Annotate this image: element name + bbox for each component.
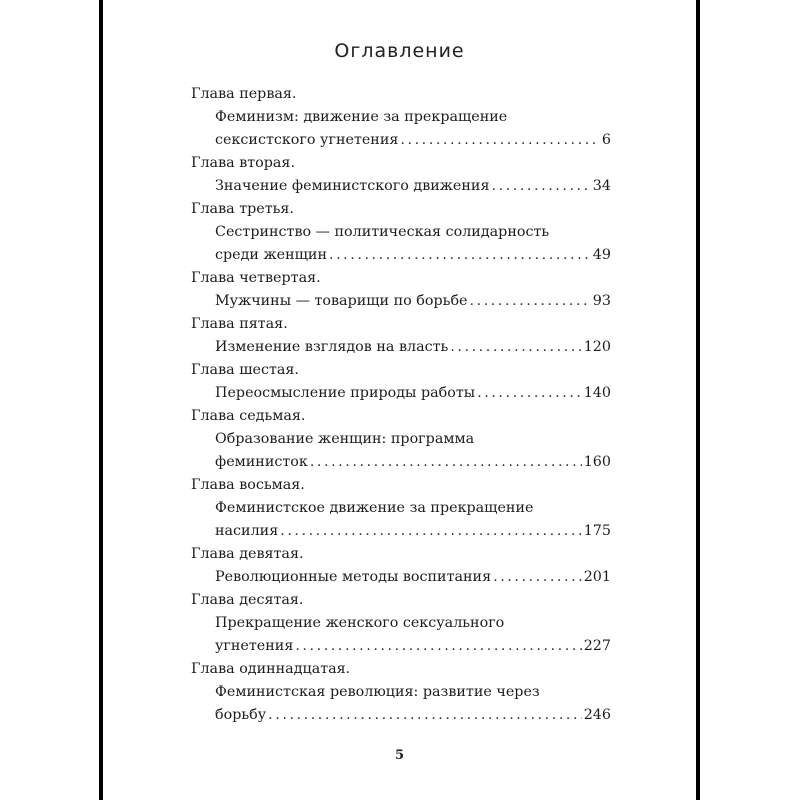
- page-number: 140: [583, 385, 611, 401]
- dot-leader: [310, 451, 582, 474]
- page-number: 93: [592, 293, 611, 309]
- page-title: Оглавление: [334, 40, 465, 62]
- chapter-title-text: феминисток: [215, 454, 308, 470]
- book-page: [103, 0, 696, 800]
- page-number: 227: [583, 638, 611, 654]
- toc-entry: [191, 543, 611, 589]
- chapter-title-last-line: [191, 175, 611, 198]
- chapter-title-text: Революционные методы воспитания: [215, 569, 492, 585]
- dot-leader: [295, 635, 581, 658]
- toc-entry: [191, 359, 611, 405]
- chapter-title-last-line: [191, 382, 611, 405]
- chapter-heading: Глава восьмая.: [191, 477, 305, 493]
- chapter-title-last-line: [191, 244, 611, 267]
- scan-border-right: [696, 0, 700, 800]
- toc-entry: [191, 152, 611, 198]
- chapter-heading: Глава шестая.: [191, 362, 299, 378]
- chapter-heading: Глава четвертая.: [191, 270, 321, 286]
- dot-leader: [280, 520, 581, 543]
- page-number: 34: [592, 178, 611, 194]
- chapter-title-line: Прекращение женского сексуального: [215, 615, 505, 631]
- dot-leader: [329, 244, 591, 267]
- chapter-title-last-line: [191, 704, 611, 727]
- chapter-title-text: угнетения: [215, 638, 294, 654]
- chapter-title-last-line: [191, 451, 611, 474]
- chapter-title-text: среди женщин: [215, 247, 327, 263]
- toc-entry: [191, 83, 611, 152]
- chapter-title-text: Изменение взглядов на власть: [215, 339, 449, 355]
- chapter-title-text: насилия: [215, 523, 279, 539]
- chapter-title-line: Феминизм: движение за прекращение: [215, 109, 508, 125]
- chapter-heading: Глава десятая.: [191, 592, 304, 608]
- toc-entry: [191, 267, 611, 313]
- dot-leader: [268, 704, 582, 727]
- page-number: 160: [583, 454, 611, 470]
- dot-leader: [470, 290, 591, 313]
- chapter-heading: Глава девятая.: [191, 546, 304, 562]
- chapter-title-text: Переосмысление природы работы: [215, 385, 476, 401]
- chapter-title-last-line: [191, 635, 611, 658]
- toc-entry: [191, 589, 611, 658]
- table-of-contents: [191, 83, 611, 727]
- chapter-heading: Глава вторая.: [191, 155, 295, 171]
- chapter-heading: Глава пятая.: [191, 316, 288, 332]
- chapter-heading: Глава третья.: [191, 201, 294, 217]
- chapter-heading: Глава седьмая.: [191, 408, 306, 424]
- page-number: 49: [592, 247, 611, 263]
- chapter-title-last-line: [191, 129, 611, 152]
- chapter-title-last-line: [191, 290, 611, 313]
- chapter-title-line: Феминистская революция: развитие через: [215, 684, 540, 700]
- toc-entry: [191, 474, 611, 543]
- page-number: 120: [583, 339, 611, 355]
- chapter-title-text: Значение феминистского движения: [215, 178, 490, 194]
- chapter-heading: Глава одиннадцатая.: [191, 661, 351, 677]
- chapter-title-line: Феминистское движение за прекращение: [215, 500, 534, 516]
- toc-entry: [191, 198, 611, 267]
- page-number: 246: [583, 707, 611, 723]
- page-number: 175: [583, 523, 611, 539]
- page-number: 201: [583, 569, 611, 585]
- dot-leader: [493, 566, 582, 589]
- chapter-title-line: Сестринство — политическая солидарность: [215, 224, 550, 240]
- chapter-title-last-line: [191, 520, 611, 543]
- dot-leader: [477, 382, 582, 405]
- chapter-title-text: борьбу: [215, 707, 267, 723]
- page-folio-number: 5: [394, 748, 405, 763]
- chapter-title-text: сексистского угнетения: [215, 132, 399, 148]
- dot-leader: [491, 175, 590, 198]
- toc-entry: [191, 658, 611, 727]
- chapter-title-last-line: [191, 566, 611, 589]
- chapter-title-text: Мужчины — товарищи по борьбе: [215, 293, 468, 309]
- toc-entry: [191, 405, 611, 474]
- chapter-heading: Глава первая.: [191, 86, 297, 102]
- toc-entry: [191, 313, 611, 359]
- page-number: 6: [601, 132, 611, 148]
- chapter-title-line: Образование женщин: программа: [215, 431, 475, 447]
- dot-leader: [400, 129, 600, 152]
- chapter-title-last-line: [191, 336, 611, 359]
- dot-leader: [450, 336, 581, 359]
